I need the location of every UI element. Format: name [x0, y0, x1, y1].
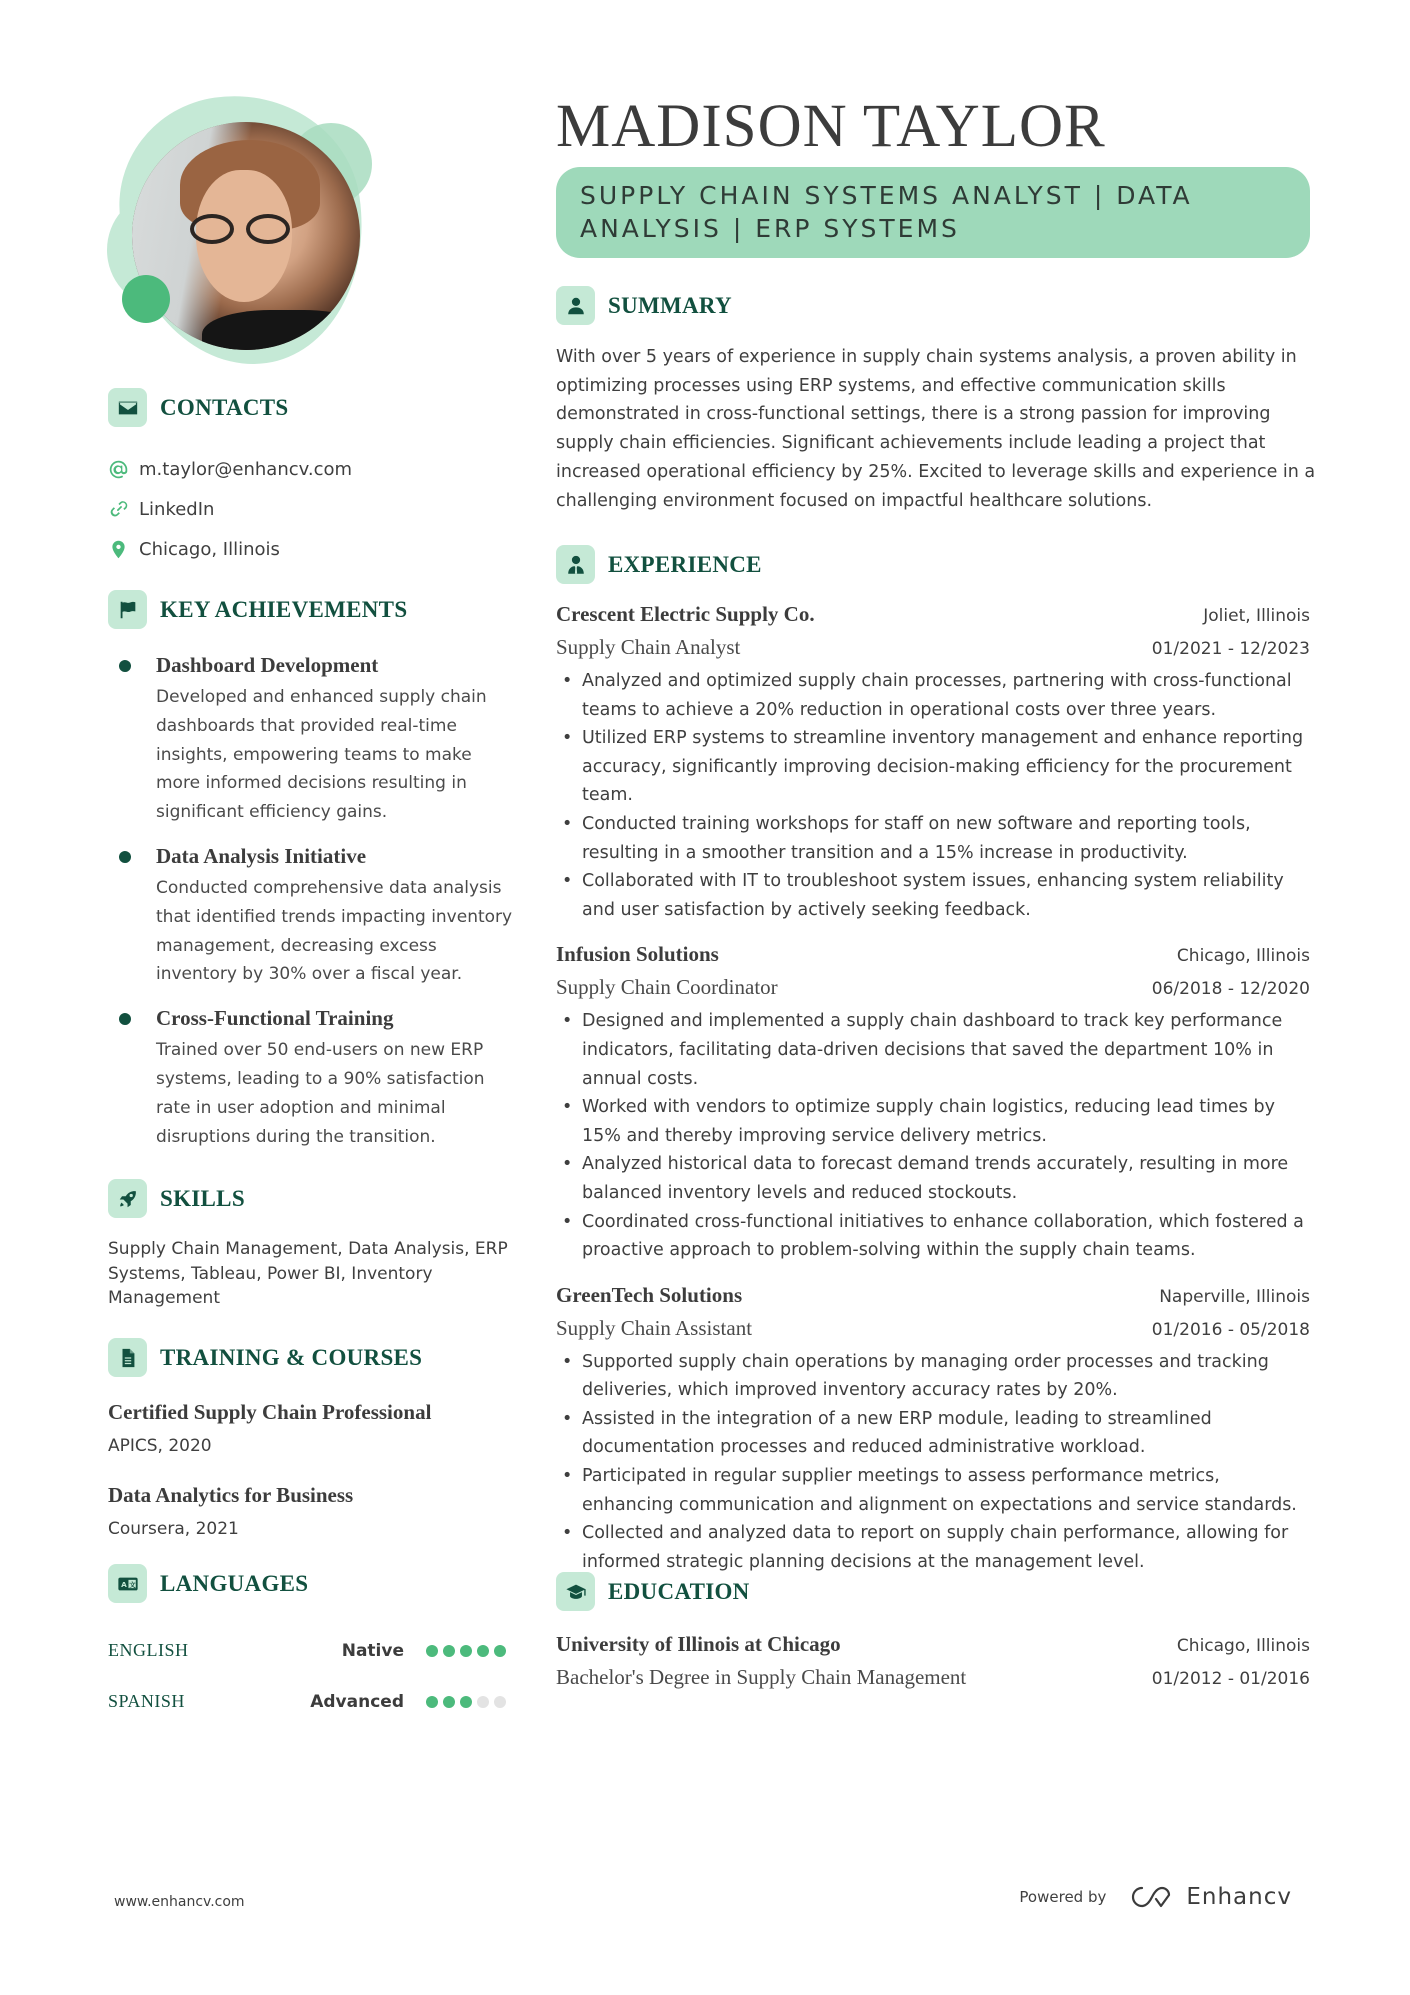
candidate-name: MADISON TAYLOR	[556, 93, 1106, 160]
powered-by-label: Powered by	[1019, 1888, 1107, 1906]
location-pin-icon	[108, 539, 129, 560]
degree: Bachelor's Degree in Supply Chain Management	[556, 1665, 967, 1689]
language-level: Advanced	[310, 1691, 404, 1712]
section-header-experience	[556, 545, 762, 584]
language-name: SPANISH	[108, 1691, 185, 1711]
achievement-description: Developed and enhanced supply chain dashboards that provided real-time insights, empowering teams to make more informed decisions resulting in significant efficiency gains.	[156, 687, 487, 823]
job-dates: 06/2018 - 12/2020	[1151, 979, 1310, 1000]
course-provider: Coursera, 2021	[108, 1519, 239, 1539]
job-role: Supply Chain Analyst	[556, 635, 741, 659]
course-item	[108, 1480, 518, 1543]
svg-text:A: A	[120, 1579, 127, 1589]
contact-location: Chicago, Illinois	[108, 529, 352, 569]
job-entry	[556, 598, 1310, 924]
job-dates: 01/2016 - 05/2018	[1151, 1319, 1310, 1340]
job-bullet: • Conducted training workshops for staff on new software and reporting tools, resulting in a smoother transition and a 15% increase in productivity.	[556, 810, 1310, 867]
section-header-achievements	[108, 590, 407, 629]
job-bullet: • Designed and implemented a supply chain dashboard to track key performance indicators, facilitating data-driven decisions that saved the department 10% in annual costs.	[556, 1007, 1310, 1093]
user-icon	[556, 286, 595, 325]
achievements-list	[108, 650, 513, 1165]
bullet-dot	[119, 851, 131, 863]
job-location: Naperville, Illinois	[1159, 1286, 1310, 1307]
job-bullet: • Collected and analyzed data to report on supply chain performance, allowing for informed strategic planning decisions at the management level.	[556, 1519, 1310, 1576]
flag-icon	[108, 590, 147, 629]
job-bullet: • Analyzed and optimized supply chain processes, partnering with cross-functional teams to achieve a 20% reduction in operational costs over three years.	[556, 667, 1310, 724]
section-header-skills	[108, 1179, 245, 1218]
section-title: KEY ACHIEVEMENTS	[160, 596, 408, 622]
achievement-title: Cross-Functional Training	[156, 1006, 394, 1031]
enhancv-logo-icon	[1128, 1885, 1174, 1909]
job-bullets	[556, 667, 1310, 924]
section-header-languages	[108, 1564, 308, 1603]
proficiency-dots	[426, 1645, 506, 1657]
candidate-title: SUPPLY CHAIN SYSTEMS ANALYST | DATA ANALYSIS | ERP SYSTEMS	[556, 167, 1310, 258]
decorative-dot	[122, 275, 170, 323]
job-location: Joliet, Illinois	[1203, 606, 1310, 626]
website-link[interactable]: www.enhancv.com	[114, 1894, 245, 1910]
contact-list	[108, 449, 352, 569]
section-title: LANGUAGES	[160, 1570, 309, 1596]
dot-filled	[477, 1645, 489, 1657]
job-bullet: • Utilized ERP systems to streamline inventory management and enhance reporting accuracy, significantly improving decision-making efficiency for the procurement team.	[556, 724, 1310, 810]
proficiency-dots	[426, 1696, 506, 1708]
achievement-title: Dashboard Development	[156, 653, 379, 677]
course-provider: APICS, 2020	[108, 1436, 212, 1456]
job-bullets	[556, 1348, 1310, 1577]
section-header-summary	[556, 286, 732, 325]
school-name: University of Illinois at Chicago	[556, 1632, 841, 1656]
job-company: GreenTech Solutions	[556, 1282, 743, 1307]
svg-text:文: 文	[128, 1580, 136, 1589]
education-dates: 01/2012 - 01/2016	[1151, 1669, 1310, 1689]
achievement-item	[108, 650, 513, 827]
job-company: Crescent Electric Supply Co.	[556, 602, 815, 626]
dot-empty	[494, 1696, 506, 1708]
course-title: Certified Supply Chain Professional	[108, 1400, 432, 1424]
contact-email[interactable]: m.taylor@enhancv.com	[108, 449, 352, 489]
section-title: EDUCATION	[608, 1578, 750, 1604]
avatar	[132, 122, 360, 350]
powered-by	[1019, 1884, 1292, 1910]
job-role: Supply Chain Assistant	[556, 1315, 753, 1340]
dot-filled	[443, 1645, 455, 1657]
section-header-training	[108, 1338, 422, 1377]
job-bullet: • Participated in regular supplier meetings to assess performance metrics, enhancing communication and alignment on expectations and service standards.	[556, 1462, 1310, 1519]
job-dates: 01/2021 - 12/2023	[1151, 639, 1310, 659]
language-row	[108, 1625, 506, 1676]
dot-filled	[443, 1696, 455, 1708]
dot-filled	[460, 1645, 472, 1657]
at-icon	[108, 459, 129, 480]
section-header-contacts	[108, 388, 289, 427]
job-company: Infusion Solutions	[556, 942, 719, 967]
dot-filled	[426, 1645, 438, 1657]
bullet-dot	[119, 1013, 131, 1025]
language-name: ENGLISH	[108, 1640, 189, 1660]
job-location: Chicago, Illinois	[1176, 946, 1310, 967]
achievement-item	[108, 841, 513, 989]
courses-list	[108, 1397, 518, 1563]
rocket-icon	[108, 1179, 147, 1218]
brand-name: Enhancv	[1186, 1884, 1292, 1910]
school-location: Chicago, Illinois	[1176, 1636, 1310, 1656]
language-row	[108, 1676, 506, 1727]
dot-filled	[426, 1696, 438, 1708]
achievement-item	[108, 1003, 513, 1151]
job-bullet: • Assisted in the integration of a new ERP module, leading to streamlined documentation processes and reduced administrative workload.	[556, 1405, 1310, 1462]
language-level: Native	[341, 1640, 404, 1661]
achievement-description: Trained over 50 end-users on new ERP systems, leading to a 90% satisfaction rate in user adoption and minimal disruptions during the transition.	[156, 1040, 485, 1147]
user-tie-icon	[556, 545, 595, 584]
translate-icon	[108, 1564, 147, 1603]
job-role: Supply Chain Coordinator	[556, 975, 778, 1000]
dot-filled	[494, 1645, 506, 1657]
course-item	[108, 1397, 518, 1460]
job-bullet: • Analyzed historical data to forecast demand trends accurately, resulting in more balanced inventory levels and reduced stockouts.	[556, 1150, 1310, 1207]
dot-empty	[477, 1696, 489, 1708]
profile-photo	[105, 95, 385, 375]
section-title: TRAINING & COURSES	[160, 1344, 423, 1370]
contact-linkedin[interactable]: LinkedIn	[108, 489, 352, 529]
job-entry	[556, 938, 1310, 1264]
bullet-dot	[119, 660, 131, 672]
summary-text: With over 5 years of experience in supply chain systems analysis, a proven ability in optimizing processes using ERP systems, and effective communication skills demonstrated in cross-functional settings, there is a strong passion for improving supply chain efficiencies. Significant achievements include leading a project that increased operational efficiency by 25%. Excited to leverage skills and experience in a challenging environment focused on impactful healthcare solutions.	[556, 347, 1316, 511]
section-title: SUMMARY	[608, 292, 732, 318]
languages-list	[108, 1625, 506, 1727]
job-bullet: • Supported supply chain operations by managing order processes and tracking deliveries, which improved inventory accuracy rates by 20%.	[556, 1348, 1310, 1405]
experience-list	[556, 598, 1310, 1590]
enhancv-logo[interactable]	[1128, 1884, 1292, 1910]
education-entry	[556, 1628, 1310, 1694]
job-bullet: • Coordinated cross-functional initiatives to enhance collaboration, which fostered a proactive approach to problem-solving within the supply chain teams.	[556, 1208, 1310, 1265]
graduation-cap-icon	[556, 1572, 595, 1611]
document-icon	[108, 1338, 147, 1377]
course-title: Data Analytics for Business	[108, 1483, 354, 1507]
section-header-education	[556, 1572, 750, 1611]
skills-list: Supply Chain Management, Data Analysis, ERP Systems, Tableau, Power BI, Inventory Management	[108, 1239, 508, 1308]
section-title: SKILLS	[160, 1185, 245, 1211]
job-bullet: • Collaborated with IT to troubleshoot system issues, enhancing system reliability and user satisfaction by actively seeking feedback.	[556, 867, 1310, 924]
section-title: CONTACTS	[160, 394, 289, 420]
link-icon	[108, 499, 129, 520]
job-entry	[556, 1279, 1310, 1577]
envelope-icon	[108, 388, 147, 427]
job-bullet: • Worked with vendors to optimize supply chain logistics, reducing lead times by 15% and thereby improving service delivery metrics.	[556, 1093, 1310, 1150]
achievement-description: Conducted comprehensive data analysis that identified trends impacting inventory management, decreasing excess inventory by 30% over a fiscal year.	[156, 877, 513, 985]
dot-filled	[460, 1696, 472, 1708]
job-bullets	[556, 1007, 1310, 1264]
section-title: EXPERIENCE	[608, 551, 762, 577]
achievement-title: Data Analysis Initiative	[156, 843, 367, 868]
